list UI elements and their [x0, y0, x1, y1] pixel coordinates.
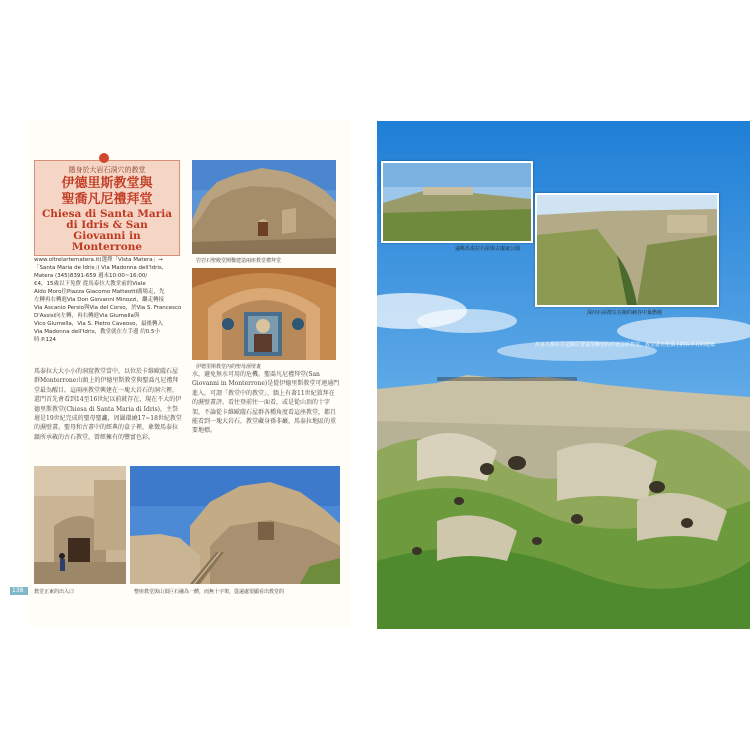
info-block — [34, 256, 182, 344]
caption-viewpoint: 許多人都在在這個位置遠望瞭望的伊德里斯教堂，教堂就在崖頂上的右下方的建築 — [535, 342, 716, 348]
right-page — [377, 121, 750, 629]
info-line: Via Ascanio Persio與Via del Corso，於Via S. Francesco — [34, 305, 182, 311]
title-zh-line1: 伊德里斯教堂與 — [61, 176, 153, 191]
fresco-photo — [192, 268, 336, 360]
body-text-column-2: 水，避免無水可用的危機。聖喬凡尼禮拜堂(San Giovanni in Monterrone)是從伊德里斯教堂可連通門進入，可謂「教堂中的教堂」，牆上有著11世紀敘拜在的濕壁畫評。看往登前往一面看，或是從山頂的十字架，不論從卡維歐薩石屋群各種角度看這座教堂，都且能看到一塊大岩石，教堂藏身孫非巖，馬泰拉地區的重要地標。 — [192, 371, 340, 435]
caption-inset-town: 遠眺馬泰拉石屋與古國家公園 — [455, 246, 521, 252]
caption-inset-gorge: 深河石屋群位在險的峽谷中巢燃燒 — [587, 310, 663, 316]
tagline: 隱身於大岩石洞穴的教堂 — [68, 166, 146, 174]
info-line: 時 P.124 — [34, 337, 56, 343]
info-line: 「Santa Maria de Idris」) Via Madonna dell'Idris, — [34, 265, 164, 271]
inset-photo-town — [381, 161, 533, 243]
entrance-photo — [34, 466, 126, 584]
info-line: Vico Giumella，Via S. Pietro Caveoso，最後轉入 — [34, 321, 163, 327]
title-box — [34, 160, 180, 256]
info-line: 左轉再右轉進Via Don Giovanni Minozzi，繼走轉接 — [34, 297, 165, 303]
pin-icon — [99, 153, 109, 163]
caption-fresco: 伊德里斯教堂內的聖母溼壁畫 — [196, 364, 262, 370]
title-zh-line2: 聖喬凡尼禮拜堂 — [61, 192, 153, 207]
info-line: €4，15歲以下免費 從馬泰拉大教堂前的Viale — [34, 281, 146, 287]
title-chinese — [39, 176, 175, 208]
info-line: Via Madonna dell'Idris，教堂就在左手邊 約0.5小 — [34, 329, 161, 335]
caption-entrance: 教堂正東的出入口 — [34, 589, 75, 595]
rock-church-photo — [192, 160, 336, 254]
inset-photo-gorge — [535, 193, 719, 307]
page-number: 138 — [12, 587, 24, 594]
info-line: www.oltrelartematera.it(選擇「Vista Matera」→ — [34, 257, 163, 263]
stairs-photo — [130, 466, 340, 584]
title-italian: Chiesa di Santa Maria di Idris & San Giovanni in Monterrone — [41, 208, 173, 253]
caption-stairs: 整座教堂與山頂巨石融為一體，而無十字架，從遠處很顯看出教堂的 — [134, 589, 285, 595]
caption-rock-church: 岩岩石聖殿堂開鑿建造兩座教堂禮拜堂 — [196, 258, 282, 264]
left-page — [28, 120, 350, 628]
info-line: Matera (345)8391-659 週末10:00~16:00/ — [34, 273, 148, 279]
info-line: Aldo Moro往Piazza Giacomo Matteotti廣場走，先 — [34, 289, 165, 295]
body-text-column-1: 馬泰拉大大小小的洞窟教堂當中，以位於卡維歐薩石屋群Monterrone山頭上的伊德里斯教堂與聖喬凡尼禮拜堂最為醒目。這兩座教堂興建在一塊大岩石的洞穴裡，還門首先會看到14至16世紀以前就存在，現在不大的伊德里斯教堂(Chiesa di Santa Maria di Idris)，主祭壇是19世紀完成的聖母聖龕，周圍環繞17~18世紀教堂的濕壁畫。聖母和古畫中的經典的盒子裡，象徵馬泰拉鎮所承載的古石教堂，曾經擁有的豐富色彩。 — [34, 368, 182, 441]
info-line: D'Assisi向左轉，再右轉進Via Giumella與 — [34, 313, 140, 319]
